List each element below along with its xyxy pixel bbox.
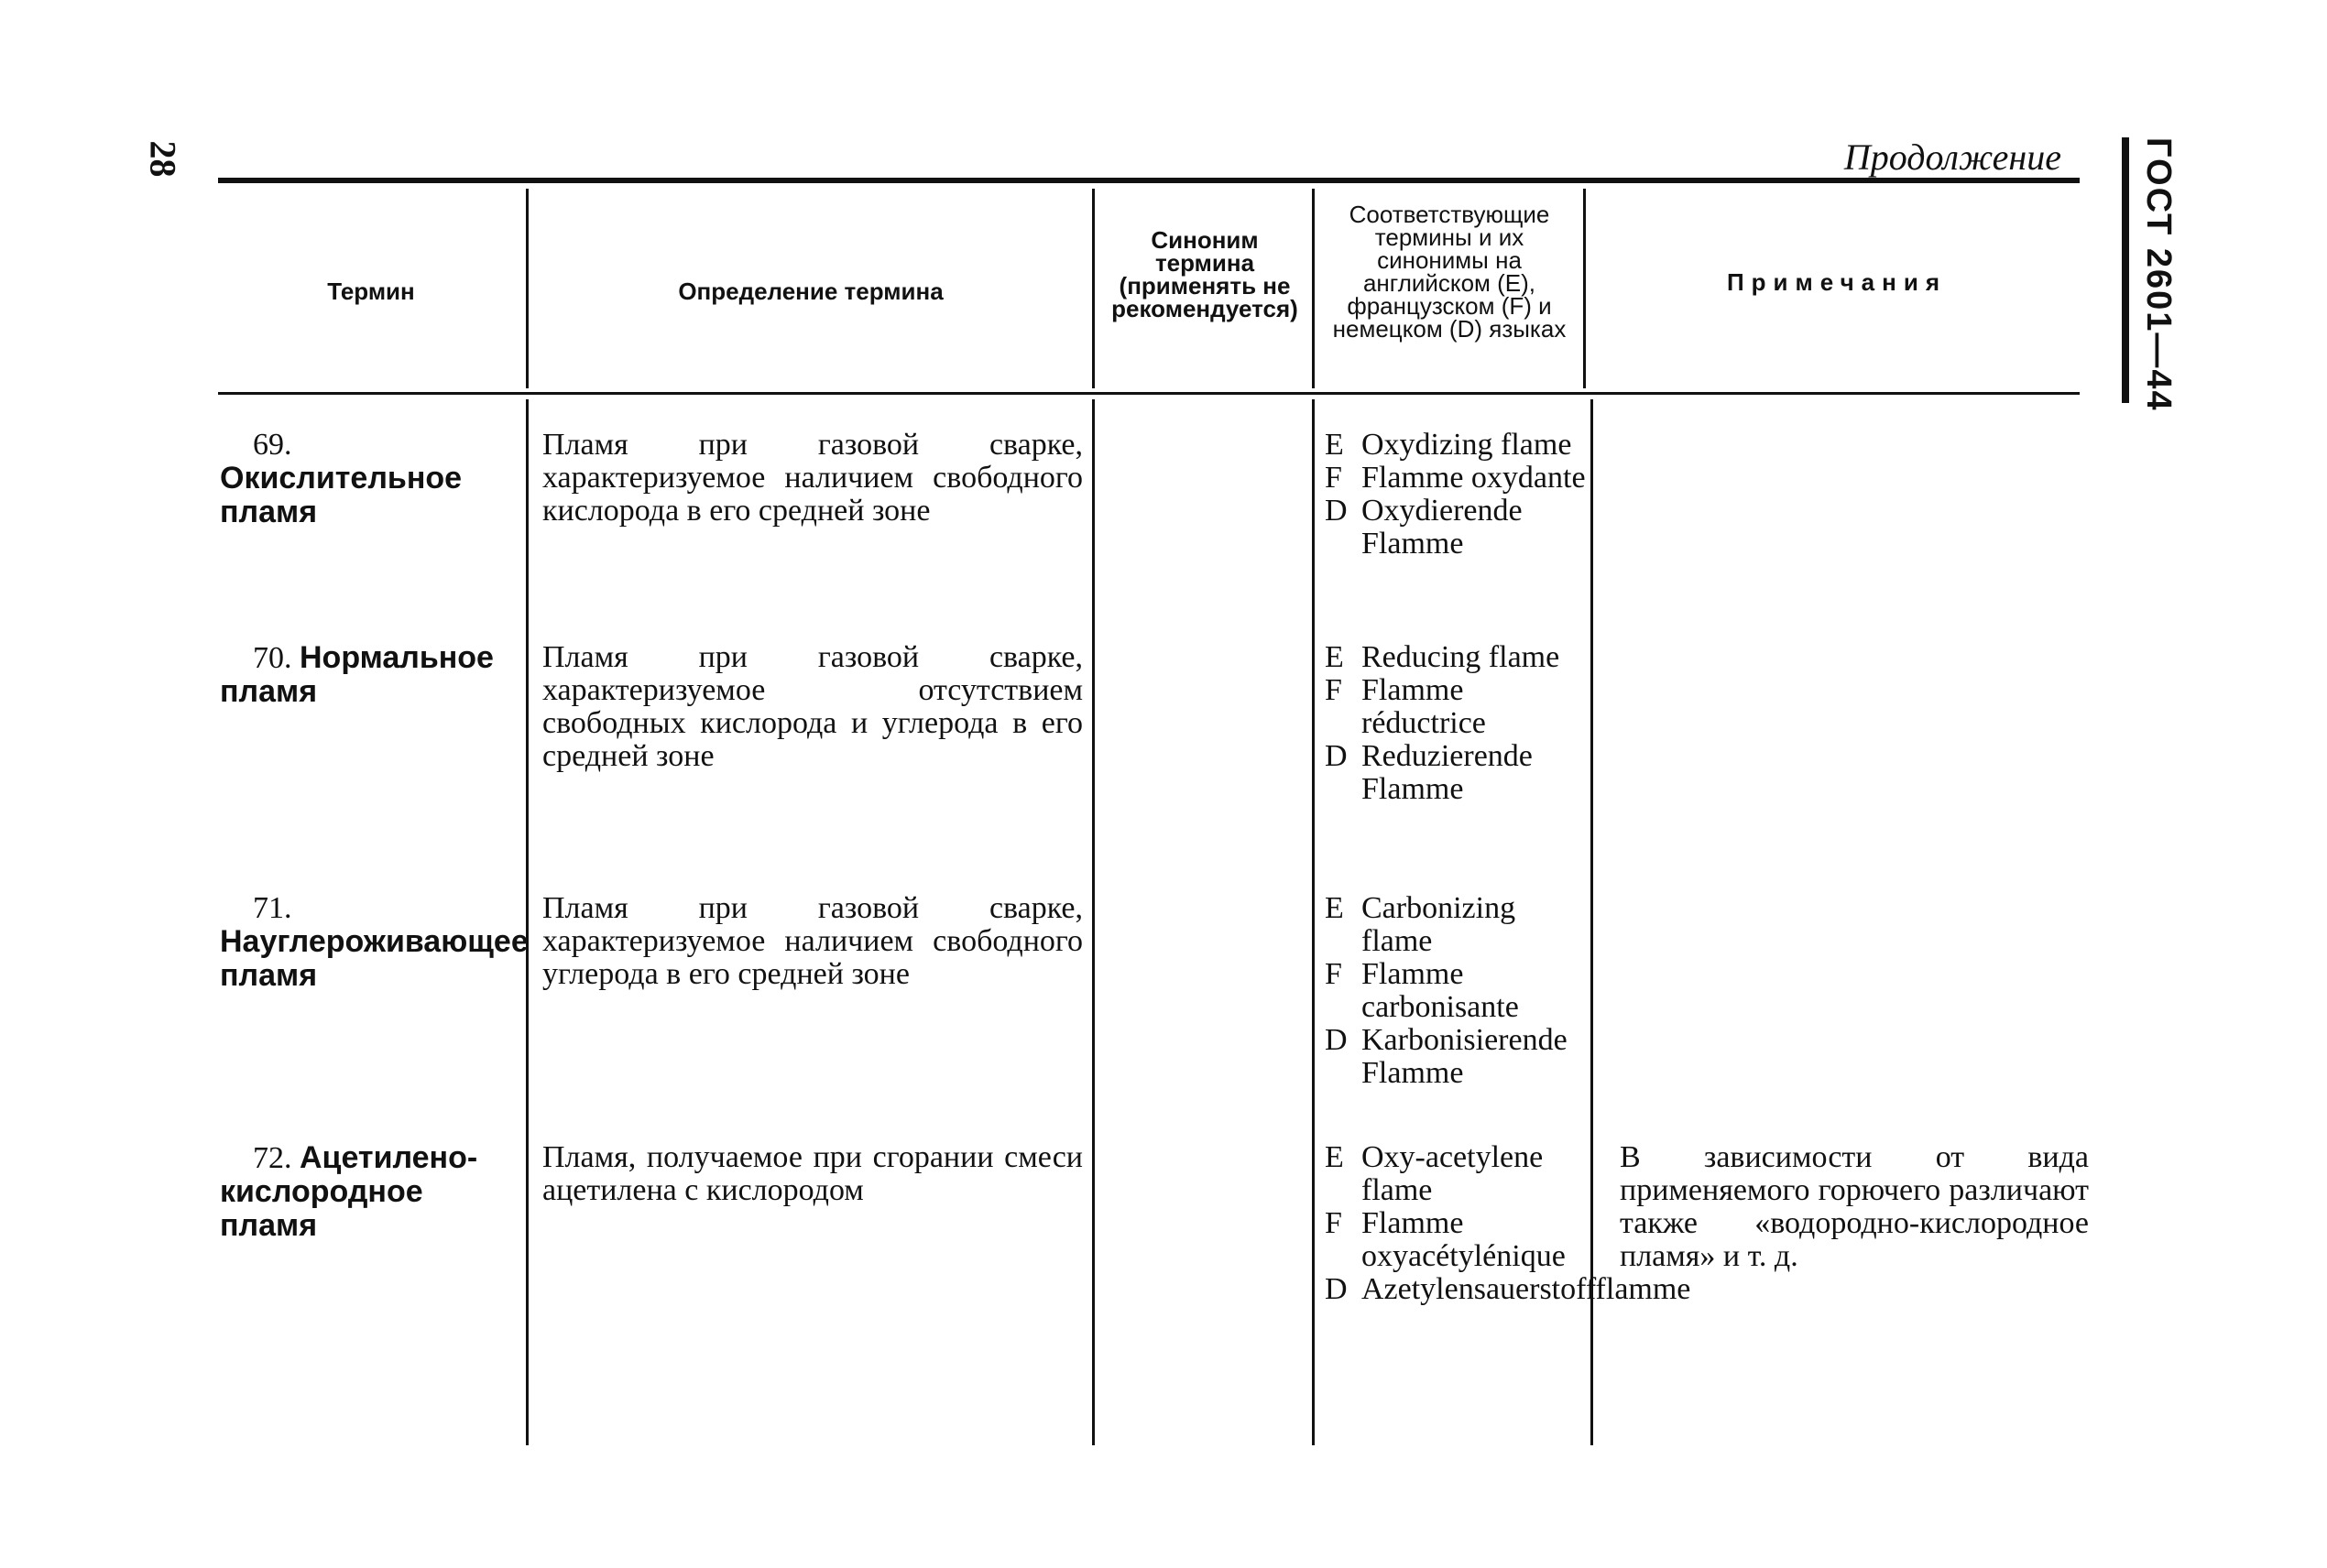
equivalent-entry: [1325, 1207, 1590, 1273]
equivalent-entry: [1325, 1024, 1590, 1090]
term-number: 72.: [253, 1141, 292, 1175]
term-number: 69.: [253, 428, 292, 462]
equivalents-cell: [1325, 641, 1590, 806]
lang-code: F: [1325, 461, 1342, 495]
equivalent-text: Flamme oxydante: [1361, 461, 1586, 495]
lang-code: E: [1325, 1140, 1344, 1174]
equivalent-entry: [1325, 740, 1590, 806]
term-name: Ацетилено-кислородное пламя: [220, 1140, 478, 1243]
definition-cell: Пламя, получаемое при сгорании смеси ацетилена с кислородом: [542, 1140, 1083, 1207]
equivalent-entry: [1325, 892, 1590, 958]
continuation-label: Продолжение: [1843, 136, 2061, 178]
equivalent-text: Flamme oxyacétylénique: [1361, 1206, 1566, 1273]
col-divider: [1092, 399, 1095, 1445]
lang-code: D: [1325, 1272, 1348, 1306]
equivalent-text: Reduzierende Flamme: [1361, 739, 1533, 806]
equivalent-entry: [1325, 958, 1590, 1024]
equivalent-entry: [1325, 495, 1590, 561]
equivalent-text: Oxy-acetylene flame: [1361, 1140, 1544, 1207]
term-name: Окислительное пламя: [220, 461, 463, 529]
col-divider: [1312, 189, 1315, 388]
standard-label: ГОСТ 2601—44: [2139, 137, 2178, 412]
equivalents-cell: [1325, 1140, 1691, 1306]
lang-code: E: [1325, 640, 1344, 674]
header-notes: Примечания: [1726, 268, 1947, 296]
col-divider: [1312, 399, 1315, 1445]
lang-code: E: [1325, 428, 1344, 462]
equivalent-text: Reducing flame: [1361, 640, 1560, 674]
equivalent-entry: [1325, 429, 1590, 462]
term-cell: [220, 429, 511, 529]
note-cell: В зависимости от вида применяемого горючего различают также «водородно-кислородное пламя» и т. д.: [1620, 1140, 2089, 1273]
col-divider: [1583, 189, 1586, 388]
header-definition: Определение термина: [678, 278, 944, 305]
term-cell: [220, 1141, 511, 1243]
equivalent-text: Flamme réductrice: [1361, 673, 1486, 740]
term-cell: [220, 641, 511, 709]
equivalent-entry: [1325, 462, 1590, 495]
table-header-rule: [218, 392, 2080, 395]
equivalent-text: Oxydierende Flamme: [1361, 494, 1523, 561]
term-cell: [220, 891, 529, 993]
equivalent-entry: [1325, 641, 1590, 674]
equivalents-cell: [1325, 429, 1590, 561]
lang-code: D: [1325, 494, 1348, 528]
definition-cell: Пламя при газовой сварке, характеризуемое наличием свободного углерода в его средней зоне: [542, 891, 1083, 991]
equivalent-text: Flamme carbonisante: [1361, 957, 1519, 1024]
equivalent-entry: [1325, 674, 1590, 740]
col-divider: [526, 399, 529, 1445]
header-equivalents: Соответствующие термины и их синонимы на английском (E), французском (F) и немецком (D) языках: [1332, 201, 1567, 343]
definition-cell: Пламя при газовой сварке, характеризуемое отсутствием свободных кислорода и углерода в его средней зоне: [542, 640, 1083, 773]
table-top-rule: [218, 178, 2080, 183]
term-name: Науглероживающее пламя: [220, 924, 529, 993]
term-number: 71.: [253, 891, 292, 925]
equivalent-text: Oxydizing flame: [1361, 428, 1572, 462]
lang-code: F: [1325, 1206, 1342, 1240]
equivalent-text: Azetylensauerstoffflamme: [1361, 1272, 1691, 1306]
lang-code: F: [1325, 957, 1342, 991]
lang-code: F: [1325, 673, 1342, 707]
lang-code: D: [1325, 739, 1348, 773]
lang-code: D: [1325, 1023, 1348, 1057]
equivalent-text: Karbonisierende Flamme: [1361, 1023, 1568, 1090]
col-divider: [1092, 189, 1095, 388]
lang-code: E: [1325, 891, 1344, 925]
header-term: Термин: [327, 278, 415, 305]
definition-cell: Пламя при газовой сварке, характеризуемое наличием свободного кислорода в его средней зоне: [542, 428, 1083, 528]
col-divider: [526, 189, 529, 388]
equivalents-cell: [1325, 892, 1590, 1090]
standard-designation: [2122, 137, 2184, 412]
page-number: 28: [142, 140, 184, 178]
equivalent-entry: [1325, 1141, 1590, 1207]
equivalent-entry: [1325, 1272, 1691, 1306]
header-synonym: Синоним термина (применять не рекомендуется): [1111, 226, 1298, 322]
equivalent-text: Carbonizing flame: [1361, 891, 1516, 958]
term-number: 70.: [253, 641, 292, 675]
term-name: Нормальное пламя: [220, 640, 494, 709]
